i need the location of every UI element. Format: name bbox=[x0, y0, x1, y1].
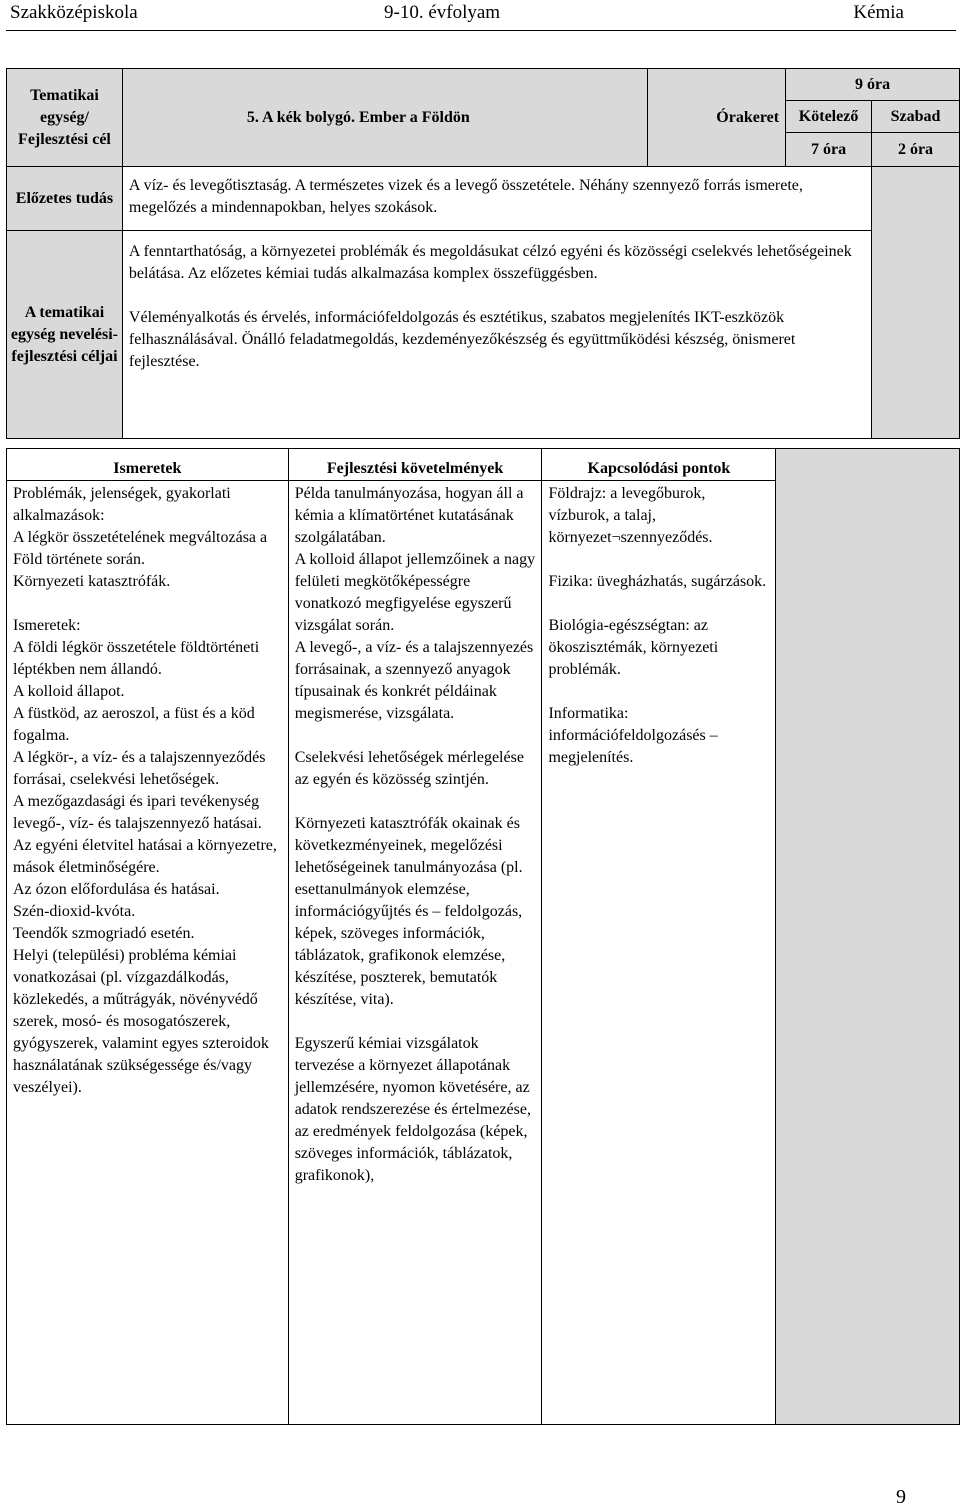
goals-cell bbox=[122, 231, 871, 439]
list-item: A légkör összetételének megváltozása a Föld története során. bbox=[13, 529, 268, 568]
page-number: 9 bbox=[896, 1486, 906, 1508]
list-item: Ismeretek: bbox=[13, 617, 81, 634]
header-divider bbox=[6, 30, 956, 31]
list-item: A kolloid állapot. bbox=[13, 683, 125, 700]
spacer bbox=[295, 1011, 536, 1033]
grey-filler bbox=[872, 167, 960, 439]
list-item: A mezőgazdasági és ipari tevékenység levegő-, víz- és talajszennyező hatásai. bbox=[13, 793, 262, 832]
list-item: Helyi (települési) probléma kémiai vonatkozásai (pl. vízgazdálkodás, közlekedés, a műtrágyák, növényvédő szerek, mosó- és mosogatószerek, gyógyszerek, valamint egyes szteroidok használatának szükségessége és/vagy veszélyei). bbox=[13, 947, 269, 1096]
knowledge-cell bbox=[7, 481, 289, 1425]
goals-paragraph-1: A fenntarthatóság, a környezetei problémák és megoldásukat célzó egyéni és közösségi cselekvés lehetőségeinek belátása. Az előzetes kémiai tudás alkalmazása komplex összefüggésben. bbox=[128, 243, 852, 282]
content-table bbox=[6, 448, 960, 1425]
list-item: Környezeti katasztrófák okainak és következményeinek, megelőzési lehetőségeinek tanulmányozása (pl. esettanulmányok elemzése, információgyűjtés és – feldolgozás, képek, szöveges információk, táblázatok, grafikonok elemzése, készítése, poszterek, bemutatók készítése, vita). bbox=[294, 815, 523, 1008]
list-item: A kolloid állapot jellemzőinek a nagy felületi megkötőképességre vonatkozó megfigyelése egyszerű vizsgálat során. bbox=[294, 551, 536, 634]
unit-title: 5. A kék bolygó. Ember a Földön bbox=[122, 69, 647, 167]
spacer bbox=[548, 549, 769, 571]
prior-knowledge-text: A víz- és levegőtisztaság. A természetes vizek és a levegő összetétele. Néhány szennyező forrás ismerete, megelőzés a mindennapokban, helyes szokások. bbox=[122, 167, 871, 231]
goals-paragraph-2: Véleményalkotás és érvelés, információfeldolgozás és esztétikus, szabatos megjelenítés IKT-eszközök felhasználásával. Önálló feladatmegoldás, kezdeményezőkészség és együttműködési készség, önismeret fejlesztése. bbox=[128, 309, 796, 370]
list-item: Szén-dioxid-kvóta. bbox=[13, 903, 136, 920]
list-item: Biológia-egészségtan: az ökoszisztémák, környezeti problémák. bbox=[548, 617, 719, 678]
spacer bbox=[13, 593, 282, 615]
mandatory-hours: 7 óra bbox=[786, 133, 872, 167]
spacer bbox=[295, 791, 536, 813]
col-header-connections: Kapcsolódási pontok bbox=[542, 449, 776, 481]
header-subject: Kémia bbox=[853, 2, 904, 23]
list-item: A füstköd, az aeroszol, a füst és a köd fogalma. bbox=[13, 705, 255, 744]
connections-cell bbox=[542, 481, 776, 1425]
list-item: A légkör-, a víz- és a talajszennyeződés forrásai, cselekvési lehetőségek. bbox=[13, 749, 266, 788]
list-item: Teendők szmogriadó esetén. bbox=[13, 925, 195, 942]
header-school-type: Szakközépiskola bbox=[10, 2, 138, 23]
list-item: Példa tanulmányozása, hogyan áll a kémia a klímatörténet kutatásának szolgálatában. bbox=[294, 485, 524, 546]
hours-label: Órakeret bbox=[648, 69, 786, 167]
list-item: Problémák, jelenségek, gyakorlati alkalmazások: bbox=[13, 485, 231, 524]
list-item: A földi légkör összetétele földtörténeti léptékben nem állandó. bbox=[13, 639, 260, 678]
list-item: Környezeti katasztrófák. bbox=[13, 573, 171, 590]
list-item: Informatika: információfeldolgozásés – megjelenítés. bbox=[548, 705, 718, 766]
list-item: Fizika: üvegházhatás, sugárzások. bbox=[548, 573, 767, 590]
unit-label: Tematikai egység/ Fejlesztési cél bbox=[7, 69, 123, 167]
header-grade: 9-10. évfolyam bbox=[384, 2, 501, 23]
hours-total: 9 óra bbox=[786, 69, 960, 101]
requirements-cell bbox=[288, 481, 542, 1425]
spacer bbox=[548, 681, 769, 703]
page-header bbox=[0, 0, 960, 34]
grey-filler-column bbox=[776, 449, 960, 1425]
goals-label: A tematikai egység nevelési-fejlesztési céljai bbox=[7, 231, 123, 439]
col-header-requirements: Fejlesztési követelmények bbox=[288, 449, 542, 481]
list-item: A levegő-, a víz- és a talajszennyezés forrásainak, a szennyező anyagok típusainak és konkrét példáinak megismerése, vizsgálata. bbox=[294, 639, 534, 722]
spacer bbox=[295, 725, 536, 747]
mandatory-label: Kötelező bbox=[786, 101, 872, 133]
list-item: Földrajz: a levegőburok, vízburok, a talaj, környezet¬szennyeződés. bbox=[548, 485, 713, 546]
list-item: Az egyéni életvitel hatásai a környezetre, mások életminőségére. bbox=[13, 837, 277, 876]
list-item: Az ózon előfordulása és hatásai. bbox=[13, 881, 220, 898]
list-item: Cselekvési lehetőségek mérlegelése az egyén és közösség szintjén. bbox=[294, 749, 524, 788]
free-label: Szabad bbox=[872, 101, 960, 133]
list-item: Egyszerű kémiai vizsgálatok tervezése a környezet állapotának jellemzésére, nyomon követésére, az adatok rendszerezése és értelmezése, az eredmények feldolgozása (képek, szöveges információk, táblázatok, grafikonok), bbox=[294, 1035, 531, 1184]
unit-table bbox=[6, 68, 960, 439]
col-header-knowledge: Ismeretek bbox=[7, 449, 289, 481]
free-hours: 2 óra bbox=[872, 133, 960, 167]
prior-knowledge-label: Előzetes tudás bbox=[7, 167, 123, 231]
spacer bbox=[548, 593, 769, 615]
